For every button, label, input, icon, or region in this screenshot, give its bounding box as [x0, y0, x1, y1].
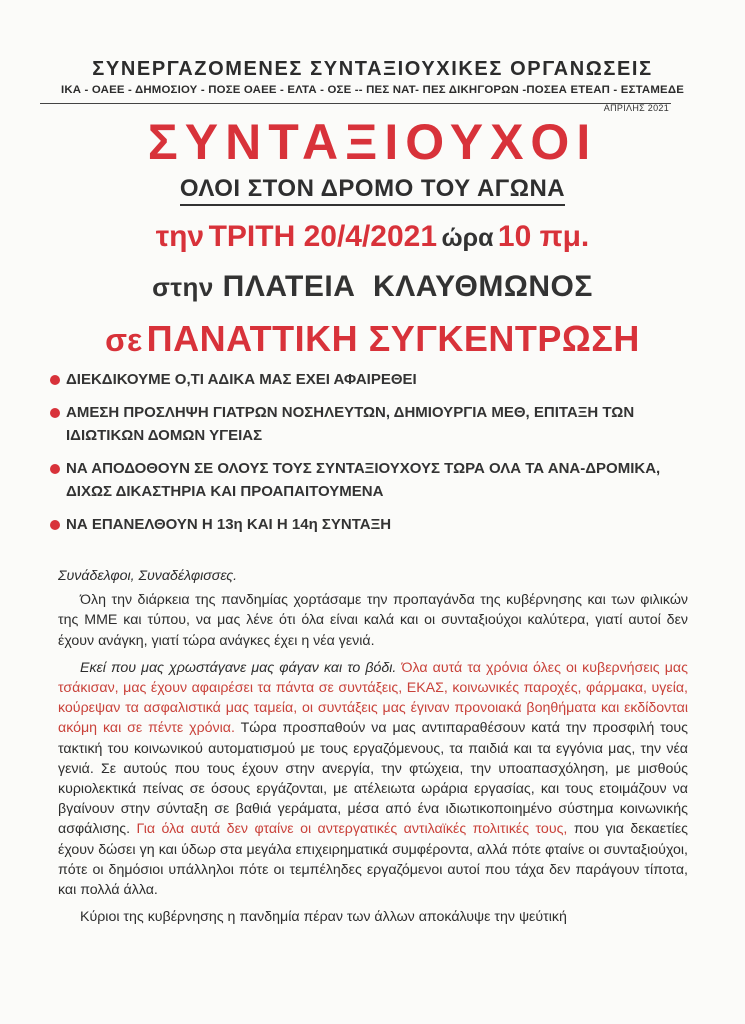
paragraph-2-highlight-2: Για όλα αυτά δεν φταίνε οι αντεργατικές αντιλαϊκές πολιτικές τους, — [136, 821, 568, 838]
event-place: ΠΛΑΤΕΙΑ ΚΛΑΥΘΜΩΝΟΣ — [222, 270, 593, 303]
demand-text: ΑΜΕΣΗ ΠΡΟΣΛΗΨΗ ΓΙΑΤΡΩΝ ΝΟΣΗΛΕΥΤΩΝ, ΔΗΜΙΟΥΡΓΙΑ ΜΕΘ, ΕΠΙΤΑΞΗ ΤΩΝ ΙΔΙΩΤΙΚΩΝ ΔΟΜΩΝ ΥΓΕΙΑΣ — [66, 404, 635, 444]
paragraph-1: Όλη την διάρκεια της πανδημίας χορτάσαμε την προπαγάνδα της κυβέρνησης και των φιλικών της ΜΜΕ και τύπου, να μας λένε ότι όλα είναι καλά και οι συνταξιούχοι καλύτερα, γιατί αυτοί δεν έχουν ανάγκη, γιατί τώρα ανάγκες έχει η νέα γενιά. — [58, 592, 688, 649]
paragraph-3: Κύριοι της κυβέρνησης η πανδημία πέραν των άλλων αποκάλυψε την ψεύτική — [80, 909, 567, 926]
demands-list — [50, 368, 690, 546]
subtitle-container — [0, 175, 745, 206]
event-day: ΤΡΙΤΗ 20/4/2021 — [208, 220, 438, 253]
list-item — [50, 457, 690, 503]
demand-text: ΔΙΕΚΔΙΚΟΥΜΕ Ο,ΤΙ ΑΔΙΚΑ ΜΑΣ ΕΧΕΙ ΑΦΑΙΡΕΘΕΙ — [66, 371, 417, 388]
header-divider — [40, 103, 671, 104]
event-datetime — [0, 220, 745, 254]
main-title: ΣΥΝΤΑΞΙΟΥΧΟΙ — [147, 114, 598, 170]
subtitle: ΟΛΟΙ ΣΤΟΝ ΔΡΟΜΟ ΤΟΥ ΑΓΩΝΑ — [180, 175, 565, 206]
demand-text: ΝΑ ΑΠΟΔΟΘΟΥΝ ΣΕ ΟΛΟΥΣ ΤΟΥΣ ΣΥΝΤΑΞΙΟΥΧΟΥΣ ΤΩΡΑ ΟΛΑ ΤΑ ΑΝΑ-ΔΡΟΜΙΚΑ, ΔΙΧΩΣ ΔΙΚΑΣΤΗΡΙΑ ΚΑΙ ΠΡΟΑΠΑΙΤΟΥΜΕΝΑ — [66, 460, 661, 500]
paragraph-2-highlight: Όλα αυτά τα χρόνια όλες οι κυβερνήσεις μας τσάκισαν, μας έχουν αφαιρέσει τα πάντα σε συντάξεις, ΕΚΑΣ, κοινωνικές παροχές, φάρμακα, υγεία, κούρεψαν τα ασφαλιστικά μας ταμεία, οι συντάξεις μας έγιναν προνοιακά βοηθήματα και εκδίδονται ακόμη και σε πέντε χρόνια. — [58, 659, 688, 737]
list-item — [50, 401, 690, 447]
issue-date: ΑΠΡΙΛΗΣ 2021 — [603, 103, 669, 113]
paragraph-2-end: που για δεκαετίες έχουν δώσει γη και ύδωρ στα μεγάλα επιχειρηματικά συμφέροντα, αλλά πότε φταίνε οι συνταξιούχοι, πότε οι δημόσιοι υπάλληλοι πότε οι τεμπέληδες εργαζόμενοι αυτοί που τάχα δεν παράγουν τίποτα, και πολλά άλλα. — [58, 821, 688, 899]
bullet-dot-icon — [50, 464, 60, 474]
paragraph-2-proverb: Εκεί που μας χρωστάγανε μας φάγαν και το βόδι. — [80, 659, 397, 676]
event-time: 10 πμ. — [497, 220, 590, 253]
bullet-dot-icon — [50, 375, 60, 385]
paragraph-2-main: Τώρα προσπαθούν να μας αντιπαραθέσουν κατά την προσφιλή τους τακτική του κοινωνικού αυτοματισμού με τους εργαζόμενους, τα παιδιά και τα εγγόνια μας, την νέα γενιά. Σε αυτούς που τους έχουν στην ανεργία, την φτώχεια, την υποαπασχόληση, με μισθούς κυριολεκτικά πείνας σε όσους εργάζονται, με ατέλειωτα ωράρια εργασίας, και τους ετοιμάζουν να βγαίνουν στην σύνταξη σε βαθιά γεράματα, μέσα από ένα ιδιωτικοποιημένο σύστημα κοινωνικής ασφάλισης. — [58, 720, 688, 838]
letter-body — [58, 566, 688, 927]
time-prefix: ώρα — [441, 224, 494, 252]
list-item — [50, 368, 690, 391]
salutation: Συνάδελφοι, Συναδέλφισσες. — [58, 568, 238, 584]
organizations-title: ΣΥΝΕΡΓΑΖΟΜΕΝΕΣ ΣΥΝΤΑΞΙΟΥΧΙΚΕΣ ΟΡΓΑΝΩΣΕΙΣ — [92, 58, 653, 80]
demand-text: ΝΑ ΕΠΑΝΕΛΘΟΥΝ Η 13η ΚΑΙ Η 14η ΣΥΝΤΑΞΗ — [66, 516, 392, 533]
event-location — [0, 270, 745, 304]
event-type — [0, 318, 745, 360]
type-prefix: σε — [105, 322, 143, 358]
list-item — [50, 513, 690, 536]
bullet-dot-icon — [50, 408, 60, 418]
event-type-label: ΠΑΝΑΤΤΙΚΗ ΣΥΓΚΕΝΤΡΩΣΗ — [146, 318, 640, 359]
bullet-dot-icon — [50, 520, 60, 530]
place-prefix: στην — [152, 272, 214, 302]
paragraph-2 — [58, 658, 688, 900]
day-prefix: την — [155, 220, 205, 253]
member-organizations: ΙΚΑ - ΟΑΕΕ - ΔΗΜΟΣΙΟΥ - ΠΟΣΕ ΟΑΕΕ - ΕΛΤΑ - ΟΣΕ -- ΠΕΣ ΝΑΤ- ΠΕΣ ΔΙΚΗΓΟΡΩΝ -ΠΟΣΕΑ ΕΤΕΑΠ - ΕΣΤΑΜΕΔΕ — [60, 84, 685, 96]
